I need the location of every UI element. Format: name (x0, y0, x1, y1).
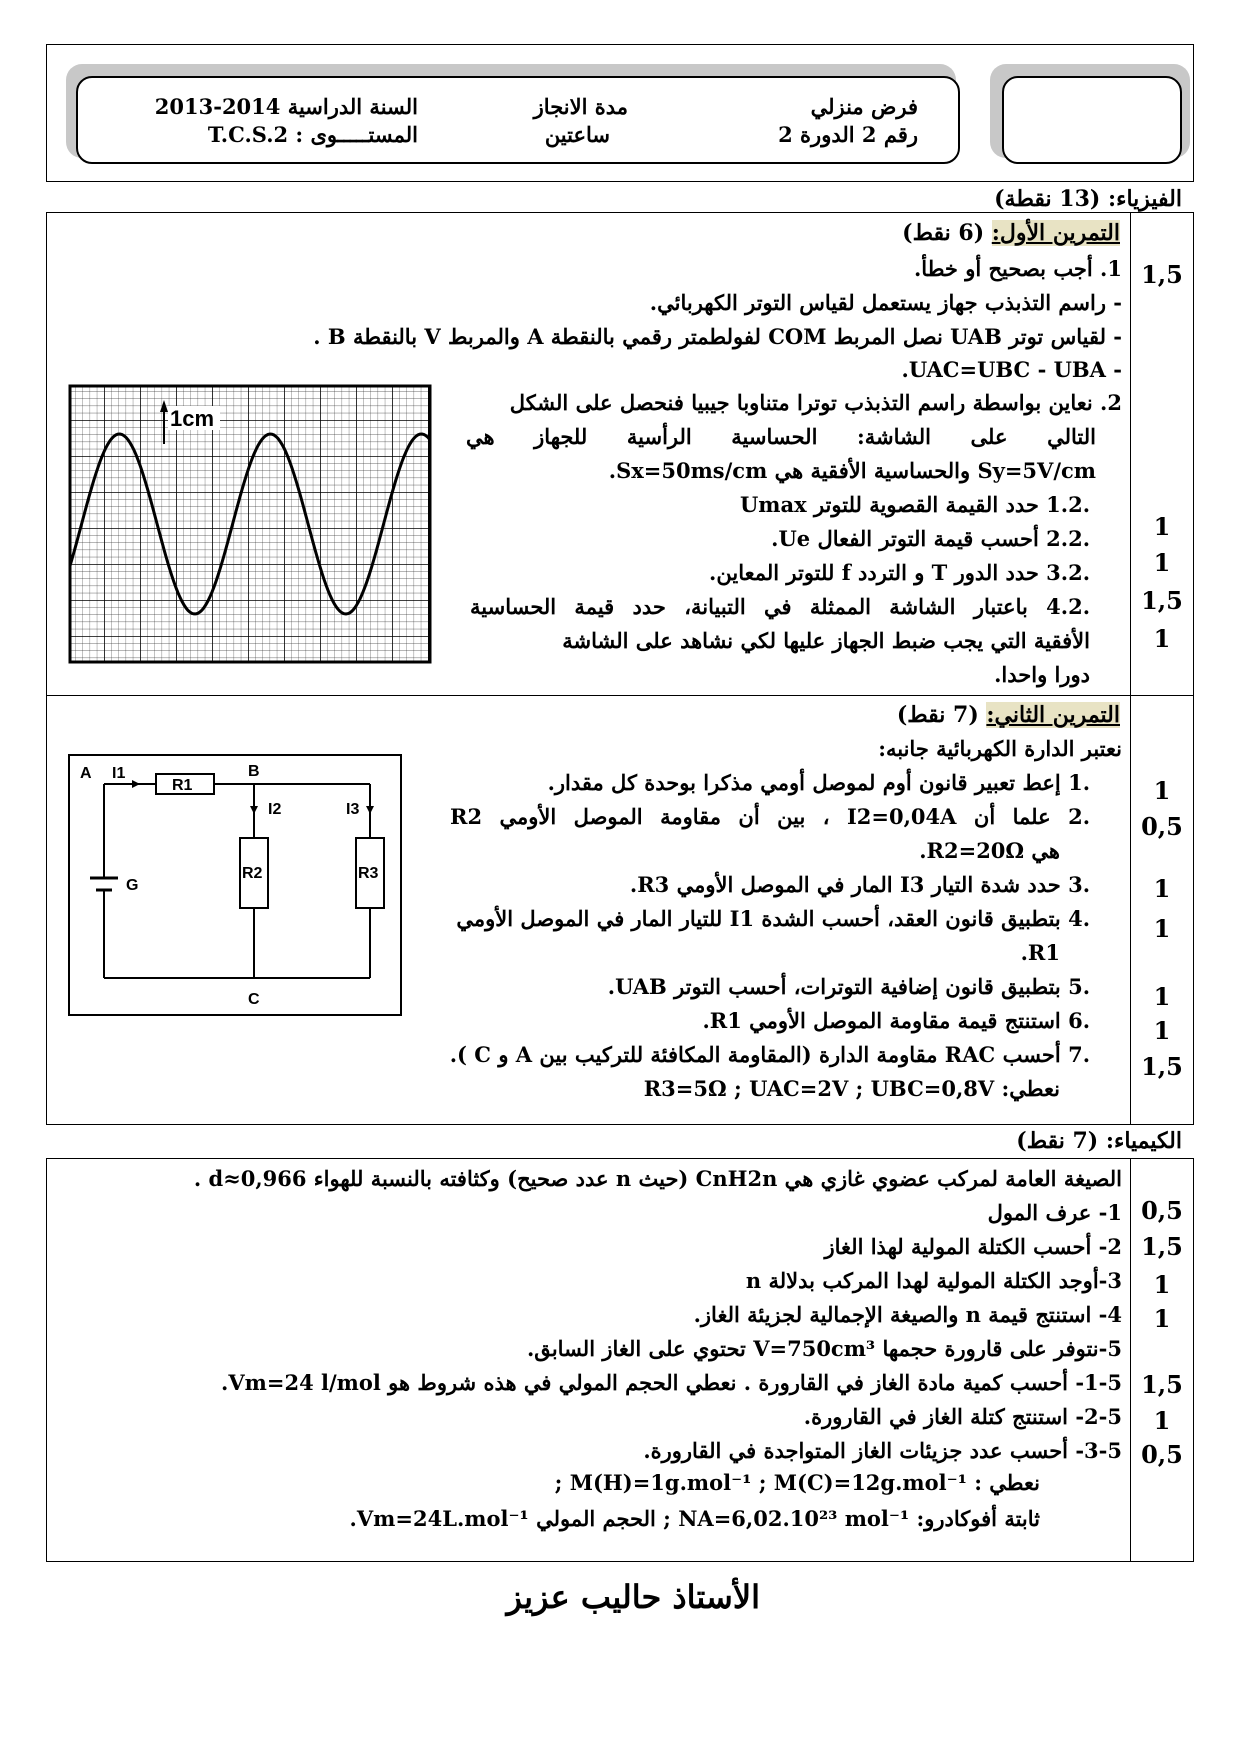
chem-score-7: 0,5 (1141, 1440, 1183, 1469)
current-i1-label: I1 (112, 765, 126, 782)
exam-title: فرض منزلي (810, 94, 918, 119)
chem-score-4: 1 (1153, 1304, 1171, 1333)
chem-score-6: 1 (1153, 1406, 1171, 1435)
circuit-diagram (68, 754, 402, 1016)
ex1-score-5: 1 (1153, 624, 1171, 653)
ex1-q2-line1: 2. نعاين بواسطة راسم التذبذب توترا متناوبا جيبيا فنحصل على الشكل (509, 390, 1122, 415)
ex2-score-6: 1 (1153, 1016, 1171, 1045)
ex1-q1b: - لقياس توتر UAB نصل المربط COM لفولطمتر رقمي بالنقطة A والمربط V بالنقطة B . (313, 324, 1122, 349)
ex1-q2-line3: Sy=5V/cm والحساسية الأفقية هي Sx=50ms/cm. (608, 458, 1096, 483)
ex1-q1: 1. أجب بصحيح أو خطأ. (913, 256, 1122, 281)
exercise1-points: (6 نقط) (902, 220, 992, 246)
ex2-intro: نعتبر الدارة الكهربائية جانبه: (878, 736, 1122, 761)
node-b-label: B (248, 763, 260, 780)
exercise2-points: (7 نقط) (896, 702, 987, 728)
oscilloscope-grid (70, 386, 430, 662)
ex1-q22: .2.2 أحسب قيمة التوتر الفعال Ue. (771, 526, 1090, 551)
chem-given-2: ثابتة أفوكادرو: NA=6,02.10²³ mol⁻¹ ; الحجم المولي Vm=24L.mol⁻¹. (349, 1506, 1040, 1531)
ex1-q2-line2: التالي على الشاشة: الحساسية الرأسية للجهاز هي (466, 424, 1096, 449)
ex2-q2-line1: .2 علما أن I2=0,04A ، بين أن مقاومة الموصل الأومي R2 (450, 804, 1090, 829)
ex2-q1: .1 إعط تعبير قانون أوم لموصل أومي مذكرا بوحدة كل مقدار. (547, 770, 1090, 795)
chem-q4: 4- استنتج قيمة n والصيغة الإجمالية لجزيئة الغاز. (693, 1302, 1122, 1327)
ex2-q2-line2: هي R2=20Ω. (919, 838, 1060, 863)
chem-given-1: نعطي : M(H)=1g.mol⁻¹ ; M(C)=12g.mol⁻¹ ; (554, 1470, 1040, 1495)
ex2-score-5: 1 (1153, 982, 1171, 1011)
ex1-q1a: - راسم التذبذب جهاز يستعمل لقياس التوتر الكهربائي. (649, 290, 1122, 315)
node-a-label: A (80, 765, 92, 782)
ex2-given: نعطي: R3=5Ω ; UAC=2V ; UBC=0,8V (643, 1076, 1060, 1101)
ex1-score-2: 1 (1153, 512, 1171, 541)
chem-q53: 3-5- أحسب عدد جزيئات الغاز المتواجدة في القارورة. (643, 1438, 1122, 1463)
chem-q51: 1-5- أحسب كمية مادة الغاز في القارورة . نعطي الحجم المولي في هذه شروط هو Vm=24 l/mol. (221, 1370, 1122, 1395)
chem-score-1: 0,5 (1141, 1196, 1183, 1225)
ex2-q6: .6 استنتج قيمة مقاومة الموصل الأومي R1. (702, 1008, 1090, 1033)
exercise2-title (897, 702, 1120, 728)
ex1-q1c: - UAC=UBC - UBA. (901, 357, 1122, 382)
oscilloscope-screen (68, 384, 432, 664)
exam-number: رقم 2 الدورة 2 (778, 122, 918, 147)
chem-score-2: 1,5 (1141, 1232, 1183, 1261)
chem-q2: 2- أحسب الكتلة المولية لهذا الغاز (824, 1234, 1122, 1259)
ex2-q4-line1: .4 بتطبيق قانون العقد، أحسب الشدة I1 للتيار المار في الموصل الأومي (456, 906, 1090, 931)
physics-heading: الفيزياء: (13 نقطة) (994, 186, 1182, 212)
node-c-label: C (248, 991, 260, 1008)
school-year: السنة الدراسية 2014-2013 (154, 94, 418, 119)
exercise1-title-text: التمرين الأول: (991, 220, 1120, 246)
chemistry-heading: الكيمياء: (7 نقط) (1016, 1128, 1182, 1154)
ex1-q24-line1: .4.2 باعتبار الشاشة الممثلة في التبيانة، حدد قيمة الحساسية (470, 594, 1090, 619)
current-i3-label: I3 (346, 801, 360, 818)
duration-label: مدة الانجاز (533, 94, 628, 119)
ex2-q4-line2: R1. (1020, 940, 1060, 965)
r1-label: R1 (172, 777, 193, 794)
ex1-q23: .3.2 حدد الدور T و التردد f للتوتر المعاين. (709, 560, 1090, 585)
chem-score-5: 1,5 (1141, 1370, 1183, 1399)
exercise1-title (902, 220, 1120, 246)
chem-intro: الصيغة العامة لمركب عضوي غازي هي CnH2n (حيث n عدد صحيح) وكثافته بالنسبة للهواء d≈0,966 . (193, 1166, 1122, 1191)
r2-label: R2 (242, 865, 263, 882)
class-level: المستـــــوى : T.C.S.2 (207, 122, 418, 147)
ex2-score-7: 1,5 (1141, 1052, 1183, 1081)
chem-q52: 2-5- استنتج كتلة الغاز في القارورة. (803, 1404, 1122, 1429)
ex2-score-3: 1 (1153, 874, 1171, 903)
ex1-score-3: 1 (1153, 548, 1171, 577)
header-side-box (1002, 76, 1182, 164)
ex1-q24-line3: دورا واحدا. (994, 662, 1090, 687)
chem-q5: 5-نتوفر على قارورة حجمها V=750cm³ تحتوي على الغاز السابق. (527, 1336, 1122, 1361)
ex1-score-1: 1,5 (1141, 260, 1183, 289)
ex2-score-4: 1 (1153, 914, 1171, 943)
ex2-q5: .5 بتطبيق قانون إضافية التوترات، أحسب التوتر UAB. (607, 974, 1090, 999)
chem-q1: 1- عرف المول (987, 1200, 1122, 1225)
teacher-name: الأستاذ حاليب عزيز (506, 1578, 760, 1616)
exercise2-title-text: التمرين الثاني: (986, 702, 1120, 728)
chem-q3: 3-أوجد الكتلة المولية لهدا المركب بدلالة n (745, 1268, 1122, 1293)
current-i2-label: I2 (268, 801, 282, 818)
ex2-score-1: 1 (1153, 776, 1171, 805)
scale-label: 1cm (170, 406, 215, 431)
ex1-q24-line2: الأفقية التي يجب ضبط الجهاز عليها لكي نشاهد على الشاشة (562, 628, 1090, 653)
ex2-q7: .7 أحسب RAC مقاومة الدارة (المقاومة المكافئة للتركيب بين A و C ). (449, 1042, 1090, 1067)
circuit-frame (69, 755, 401, 1015)
generator-label: G (126, 877, 139, 894)
ex1-q21: .1.2 حدد القيمة القصوية للتوتر Umax (739, 492, 1090, 517)
ex2-q3: .3 حدد شدة التيار I3 المار في الموصل الأومي R3. (629, 872, 1090, 897)
ex1-score-4: 1,5 (1141, 586, 1183, 615)
ex2-score-2: 0,5 (1141, 812, 1183, 841)
chem-score-3: 1 (1153, 1270, 1171, 1299)
duration-value: ساعتين (544, 122, 610, 147)
header-main-box (76, 76, 960, 164)
r3-label: R3 (358, 865, 379, 882)
